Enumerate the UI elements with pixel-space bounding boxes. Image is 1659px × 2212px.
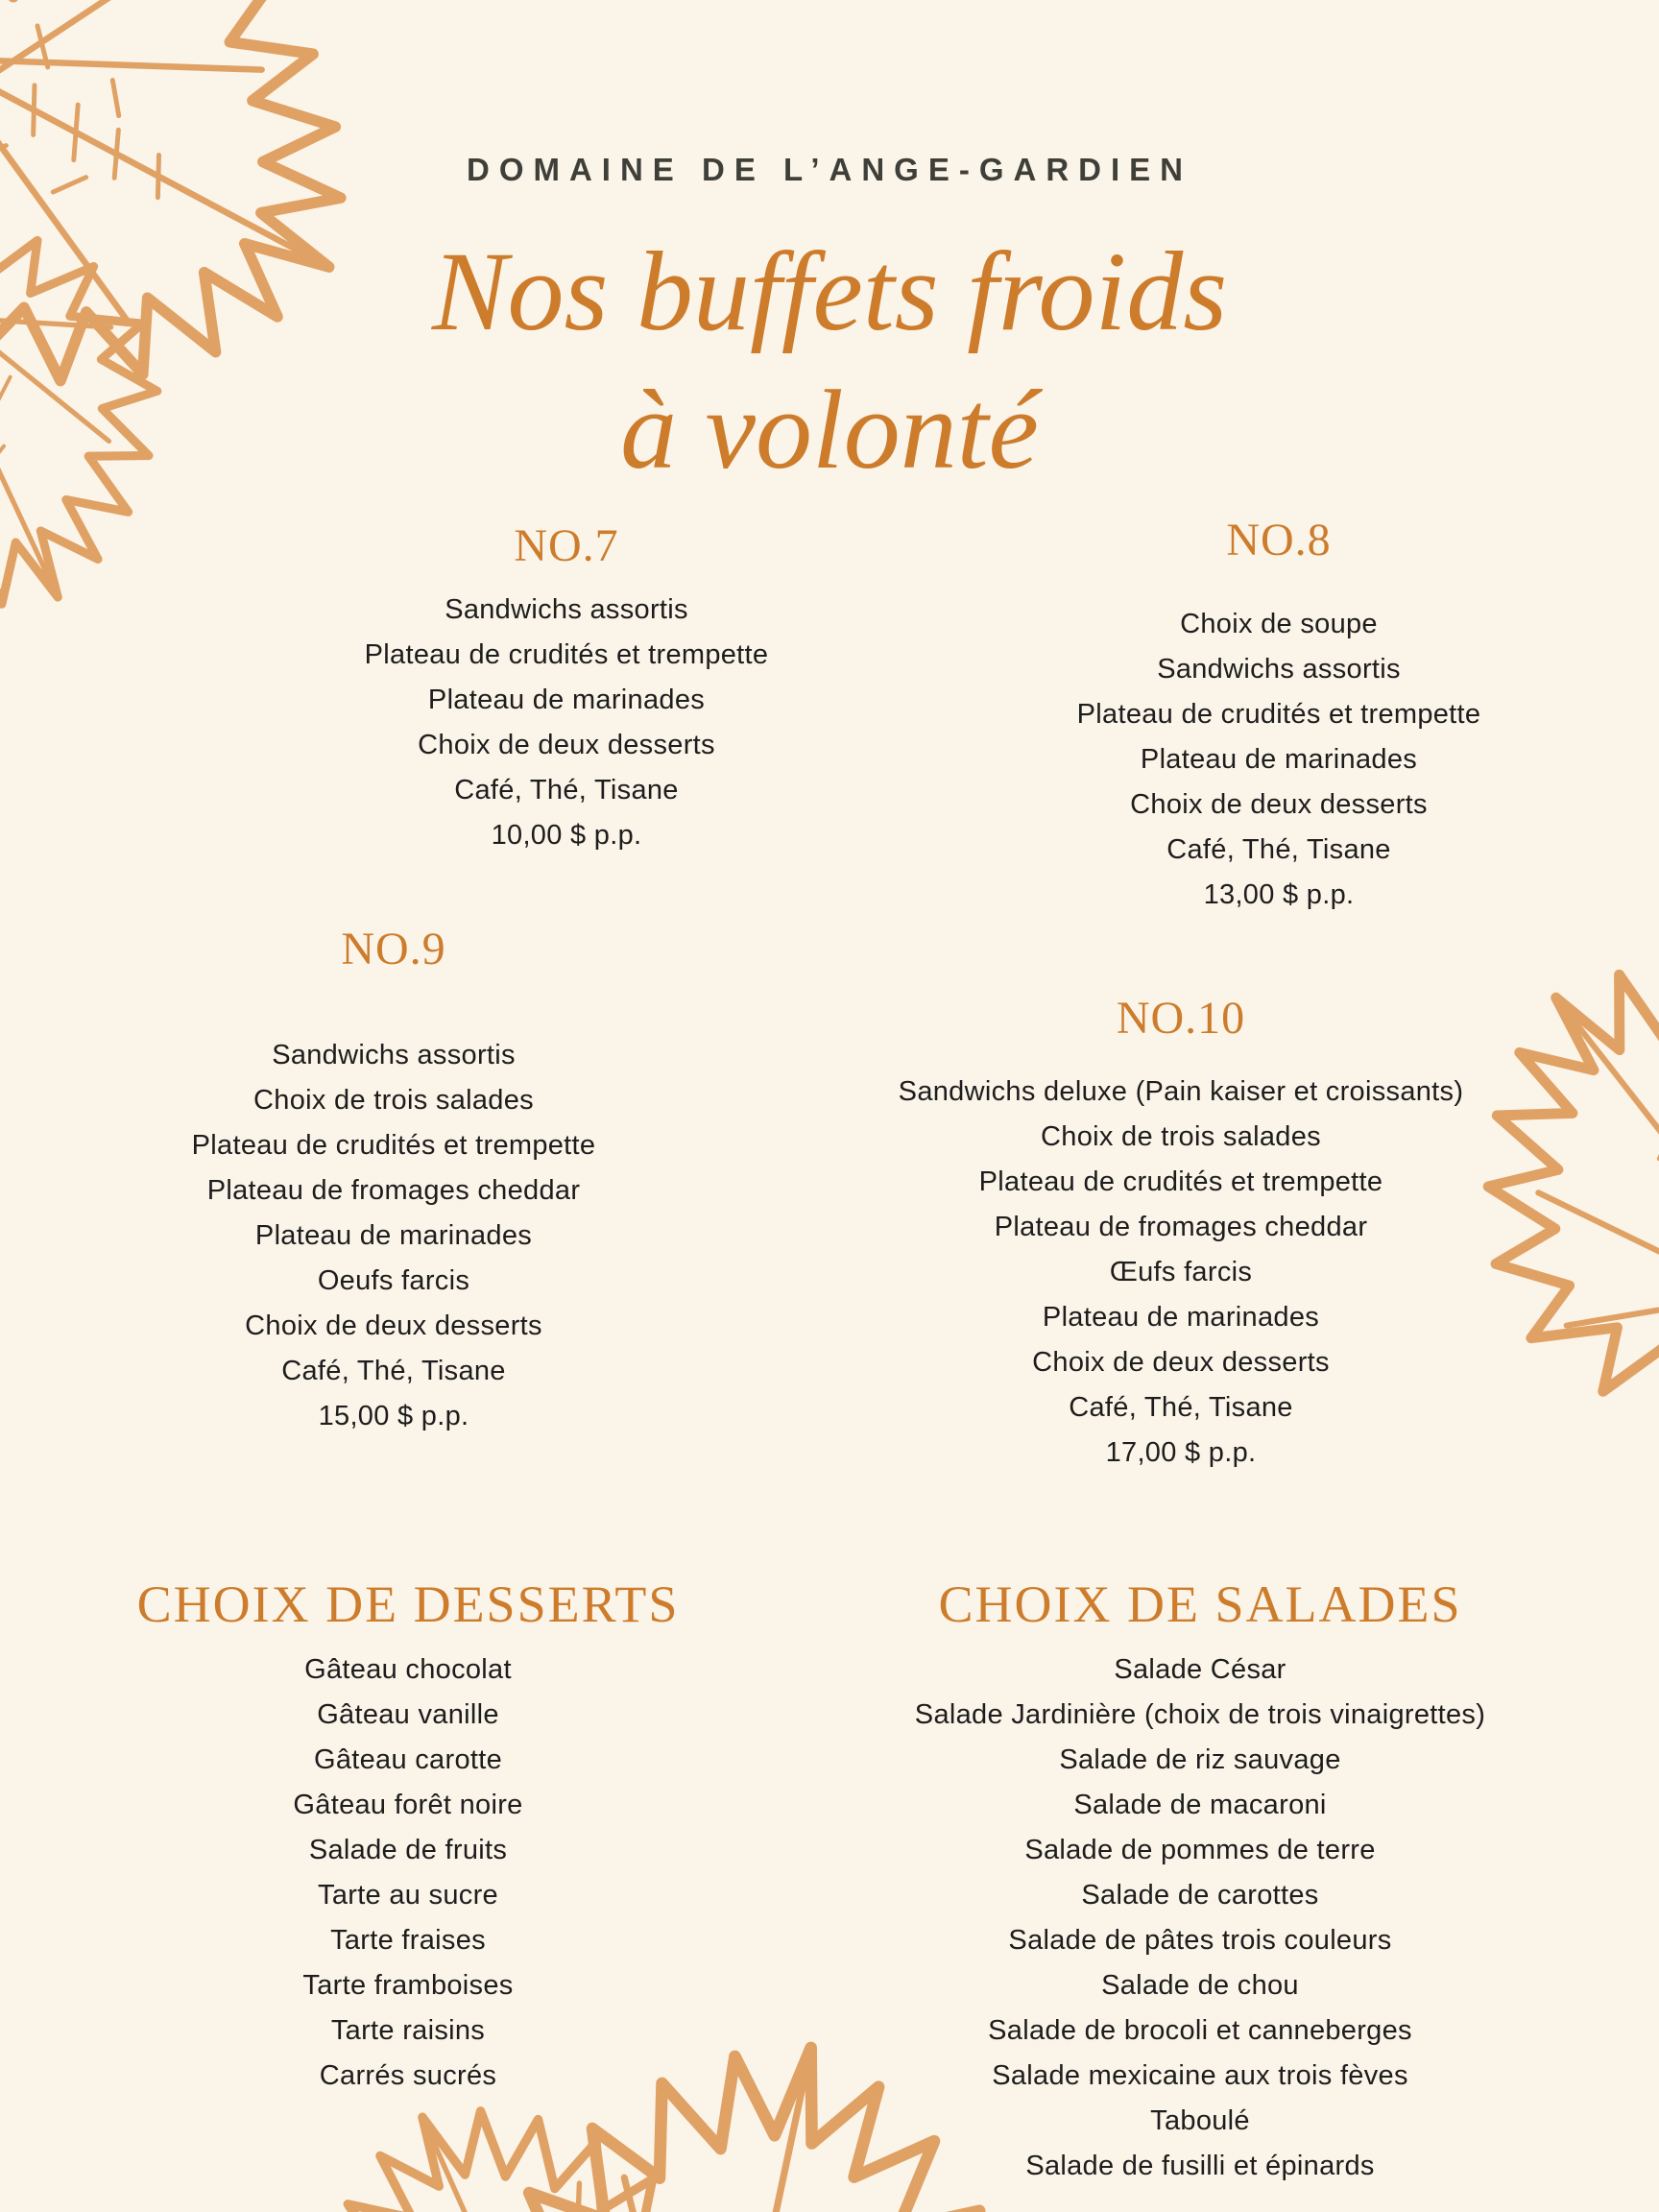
menu-item: Salade César — [1114, 1654, 1286, 1685]
menu-item: Salade mexicaine aux trois fèves — [992, 2060, 1408, 2091]
section-heading: NO.9 — [341, 924, 446, 974]
menu-item: Sandwichs deluxe (Pain kaiser et croissants) — [898, 1076, 1464, 1107]
menu-item: Salade Jardinière (choix de trois vinaigrettes) — [914, 1699, 1486, 1730]
menu-item: Gâteau chocolat — [304, 1654, 512, 1685]
section-desserts — [72, 1573, 744, 2099]
menu-item: Choix de trois salades — [1041, 1121, 1321, 1152]
menu-item-list — [967, 602, 1591, 918]
section-heading: NO.8 — [1226, 515, 1332, 565]
menu-item: Choix de trois salades — [253, 1085, 534, 1116]
section-salades — [835, 1573, 1565, 2189]
page-title-line2: à volonté — [620, 366, 1039, 493]
menu-item-list — [254, 588, 878, 858]
menu-item: Taboulé — [1150, 2105, 1250, 2136]
section-heading: CHOIX DE SALADES — [938, 1575, 1462, 1633]
menu-item: Sandwichs assortis — [1157, 654, 1401, 685]
menu-item-list — [854, 1070, 1507, 1476]
menu-item: Plateau de marinades — [1140, 744, 1418, 775]
menu-item: Plateau de marinades — [1042, 1302, 1320, 1333]
menu-item: Gâteau forêt noire — [293, 1790, 523, 1820]
menu-item: Choix de deux desserts — [418, 730, 715, 760]
menu-item: Choix de deux desserts — [245, 1310, 542, 1341]
menu-item: Plateau de fromages cheddar — [994, 1212, 1368, 1242]
menu-item: Plateau de marinades — [427, 685, 706, 715]
page-title-line1: Nos buffets froids — [431, 228, 1228, 354]
menu-item: Choix de soupe — [1180, 609, 1378, 639]
menu-item: 17,00 $ p.p. — [1105, 1437, 1257, 1468]
menu-item: Choix de deux desserts — [1130, 789, 1428, 820]
menu-item: Plateau de crudités et trempette — [191, 1130, 596, 1161]
menu-item: Oeufs farcis — [317, 1265, 470, 1296]
section-no10 — [854, 991, 1507, 1476]
menu-item: Salade de pâtes trois couleurs — [1008, 1925, 1392, 1956]
menu-item: Œufs farcis — [1109, 1257, 1253, 1287]
menu-item: Salade de fruits — [308, 1835, 508, 1865]
menu-item: 15,00 $ p.p. — [318, 1401, 469, 1431]
menu-item: Café, Thé, Tisane — [454, 775, 679, 805]
menu-item: Plateau de crudités et trempette — [1076, 699, 1481, 730]
section-no8 — [967, 513, 1591, 918]
menu-item: Salade de carottes — [1081, 1880, 1319, 1911]
section-heading: CHOIX DE DESSERTS — [136, 1575, 680, 1633]
menu-item: Tarte au sucre — [318, 1880, 498, 1911]
menu-item: Tarte fraises — [330, 1925, 486, 1956]
menu-item: Salade de pommes de terre — [1024, 1835, 1376, 1865]
menu-item: Plateau de fromages cheddar — [206, 1175, 581, 1206]
menu-item: Tarte raisins — [330, 2015, 486, 2046]
menu-item: Salade de macaroni — [1073, 1790, 1327, 1820]
menu-item: Salade de brocoli et canneberges — [988, 2015, 1412, 2046]
menu-item: 13,00 $ p.p. — [1203, 879, 1355, 910]
menu-item: Tarte framboises — [302, 1970, 514, 2001]
menu-item: Salade de fusilli et épinards — [1025, 2151, 1375, 2181]
section-no7 — [254, 518, 878, 858]
menu-item: Gâteau carotte — [313, 1744, 503, 1775]
menu-item: Sandwichs assortis — [272, 1040, 516, 1070]
menu-item: Café, Thé, Tisane — [1166, 834, 1391, 865]
menu-item: Gâteau vanille — [317, 1699, 499, 1730]
menu-item: Carrés sucrés — [319, 2060, 497, 2091]
menu-item: 10,00 $ p.p. — [491, 820, 642, 851]
menu-item: Café, Thé, Tisane — [281, 1356, 506, 1386]
menu-item-list — [72, 1647, 744, 2099]
menu-item: Plateau de crudités et trempette — [978, 1166, 1383, 1197]
menu-item: Choix de deux desserts — [1032, 1347, 1330, 1378]
menu-item: Sandwichs assortis — [445, 594, 688, 625]
page-title — [0, 165, 1659, 499]
section-heading: NO.7 — [514, 520, 619, 571]
menu-item: Plateau de marinades — [254, 1220, 533, 1251]
menu-item: Plateau de crudités et trempette — [364, 639, 769, 670]
section-heading: NO.10 — [1116, 993, 1246, 1044]
section-no9 — [82, 922, 706, 1439]
menu-item-list — [835, 1647, 1565, 2189]
menu-item-list — [82, 1033, 706, 1439]
menu-item: Salade de riz sauvage — [1059, 1744, 1341, 1775]
menu-item: Salade de chou — [1101, 1970, 1299, 2001]
brand-name: DOMAINE DE L’ANGE-GARDIEN — [466, 152, 1193, 187]
menu-item: Café, Thé, Tisane — [1069, 1392, 1293, 1423]
